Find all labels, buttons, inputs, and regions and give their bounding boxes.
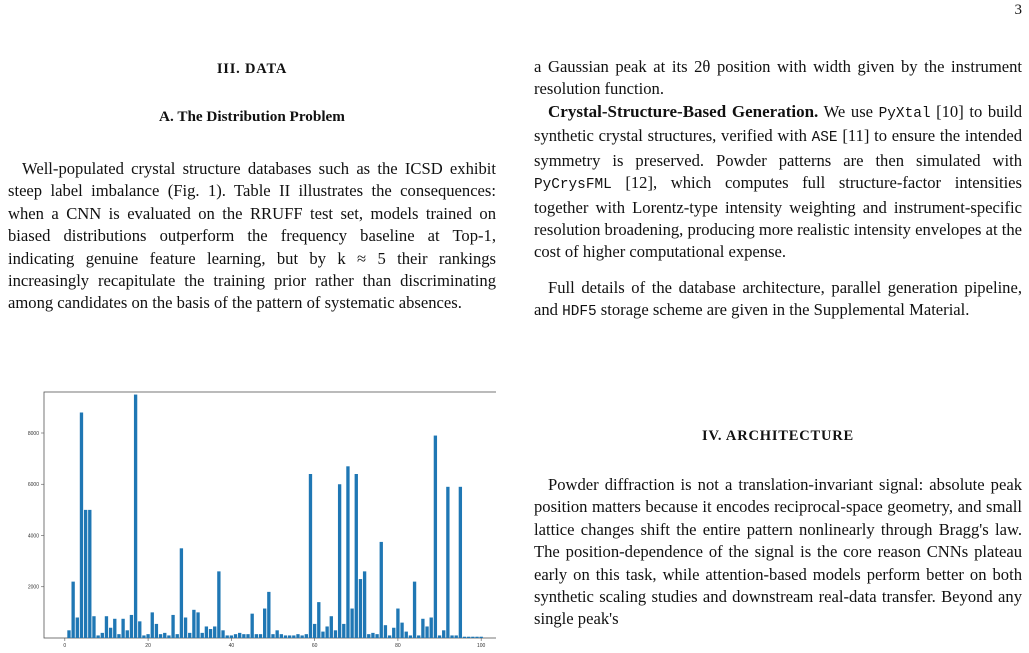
bar	[371, 633, 374, 638]
y-tick-label: 4000	[27, 533, 39, 540]
bar	[459, 487, 462, 638]
bar	[234, 634, 237, 638]
bar	[450, 635, 453, 638]
bar	[309, 474, 312, 638]
y-tick-label: 6000	[27, 482, 39, 489]
bar	[475, 637, 478, 638]
section-heading-architecture: IV. ARCHITECTURE	[702, 428, 854, 444]
bar	[380, 542, 383, 638]
bar	[305, 634, 308, 638]
bar	[434, 436, 437, 638]
bar	[300, 635, 303, 638]
bar	[101, 633, 104, 638]
bar	[117, 634, 120, 638]
bar	[205, 626, 208, 638]
bar	[213, 626, 216, 638]
bar	[76, 618, 79, 639]
bar	[167, 635, 170, 638]
bar	[463, 637, 466, 638]
bar	[209, 629, 212, 638]
x-tick-label: 80	[395, 643, 401, 647]
bar	[413, 582, 416, 638]
text-fragment: Full details of the database architecture, parallel generation pipeline, and	[534, 278, 1022, 320]
bar	[363, 571, 366, 638]
bar	[130, 615, 133, 638]
bar	[467, 637, 470, 638]
bar	[88, 510, 91, 638]
bar	[350, 609, 353, 638]
x-tick-label: 100	[477, 643, 486, 647]
bar	[134, 395, 137, 638]
bar	[446, 487, 449, 638]
paragraph-gaussian-peak: a Gaussian peak at its 2θ position with width given by the instrument resolution function.	[534, 57, 1022, 99]
bar	[230, 635, 233, 638]
bar	[259, 634, 262, 638]
bar	[442, 630, 445, 638]
bar	[284, 635, 287, 638]
bar	[246, 634, 249, 638]
bar	[438, 635, 441, 638]
bar	[321, 632, 324, 638]
text-fragment: [10] to build synthetic crystal structures, verified with	[534, 102, 1022, 146]
y-tick-label: 2000	[27, 584, 39, 591]
x-tick-label: 40	[228, 643, 235, 647]
page-number: 3	[1014, 2, 1022, 18]
bar	[346, 466, 349, 638]
bar	[196, 612, 199, 638]
bar	[92, 616, 95, 638]
bar	[251, 614, 254, 638]
paragraph-crystal-structure-generation	[534, 101, 1022, 264]
paragraph-supplemental	[534, 277, 1022, 324]
bar	[325, 626, 328, 638]
bar	[176, 634, 179, 638]
bar	[121, 619, 124, 638]
text-fragment: We use	[818, 102, 879, 121]
bar	[375, 634, 378, 638]
bar	[392, 628, 395, 638]
bar	[184, 618, 187, 639]
bar	[288, 635, 291, 638]
bar	[384, 625, 387, 638]
bar	[171, 615, 174, 638]
bar	[317, 602, 320, 638]
bar	[109, 628, 112, 638]
code-ase: ASE	[811, 130, 838, 147]
bar	[425, 626, 428, 638]
bar	[105, 616, 108, 638]
bar	[409, 635, 412, 638]
bar	[180, 548, 183, 638]
section-heading-data: III. DATA	[216, 61, 288, 77]
bar	[96, 635, 99, 638]
bar	[142, 635, 145, 638]
bar	[163, 633, 166, 638]
bar	[126, 630, 129, 638]
bar	[296, 634, 299, 638]
subsection-heading-distribution-problem: A. The Distribution Problem	[159, 108, 345, 125]
bar	[480, 637, 483, 638]
text-fragment: [11] to ensure the intended symmetry is preserved. Powder patterns are then simulated with	[534, 126, 1022, 170]
bar	[138, 621, 141, 638]
bar	[201, 633, 204, 638]
bar	[80, 413, 83, 639]
code-pycrysfml: PyCrysFML	[534, 177, 612, 194]
bar	[275, 630, 278, 638]
bar	[67, 630, 70, 638]
bar	[263, 609, 266, 638]
bar	[71, 582, 74, 638]
bar	[342, 624, 345, 638]
bar	[405, 632, 408, 638]
bar	[146, 634, 149, 638]
bar	[221, 630, 224, 638]
bar	[400, 623, 403, 638]
bar	[159, 634, 162, 638]
bar	[217, 571, 220, 638]
bar	[338, 484, 341, 638]
bar	[388, 635, 391, 638]
bar	[271, 634, 274, 638]
x-tick-label: 20	[145, 643, 151, 647]
bar	[367, 634, 370, 638]
figure-1-label-distribution	[8, 390, 496, 647]
bar	[151, 612, 154, 638]
bar	[280, 634, 283, 638]
code-pyxtal: PyXtal	[878, 106, 931, 122]
bar	[255, 634, 258, 638]
bar	[330, 616, 333, 638]
bar	[192, 610, 195, 638]
bar	[242, 634, 245, 638]
bar	[396, 609, 399, 638]
bar-chart	[8, 390, 496, 647]
bar	[267, 592, 270, 638]
paragraph-distribution-problem: Well-populated crystal structure databases such as the ICSD exhibit steep label imbalance (Fig. 1). Table II illustrates the consequences: when a CNN is evaluated on the RRUFF test set, models trained on biased distributions outperform the frequency baseline at Top-1, indicating genuine feature learning, but by k ≈ 5 their rankings increasingly recapitulate the training prior rather than discriminating among candidates on the basis of the pattern of systematic absences.	[8, 159, 496, 313]
paragraph-architecture: Powder diffraction is not a translation-invariant signal: absolute peak position matters because it encodes reciprocal-space geometry, and small lattice changes shift the entire pattern nonlinearly through Bragg's law. The position-dependence of the signal is the core reason CNNs plateau early on this task, while attention-based models perform better on both synthetic scaling studies and downstream real-data transfer. Beyond any single peak's	[534, 475, 1022, 629]
x-tick-label: 60	[311, 643, 318, 647]
run-in-heading: Crystal-Structure-Based Generation.	[548, 102, 819, 121]
bar	[188, 633, 191, 638]
x-tick-label: 0	[63, 643, 67, 647]
bar	[359, 579, 362, 638]
bar	[471, 637, 474, 638]
bar	[113, 619, 116, 638]
bar	[334, 630, 337, 638]
bar	[455, 635, 458, 638]
text-fragment: storage scheme are given in the Supplemental Material.	[596, 300, 970, 320]
bar	[84, 510, 87, 638]
bar	[430, 618, 433, 639]
bar	[417, 635, 420, 638]
bar	[421, 619, 424, 638]
bar	[292, 635, 295, 638]
code-hdf5: HDF5	[562, 304, 597, 321]
text-fragment: [12], which computes full structure-factor intensities together with Lorentz-type intensity weighting and instrument-specific resolution broadening, producing more realistic intensity envelopes at the cost of higher computational expense.	[534, 173, 1023, 262]
y-tick-label: 8000	[27, 430, 39, 437]
bar	[238, 633, 241, 638]
bar	[155, 624, 158, 638]
bar	[226, 635, 229, 638]
bar	[355, 474, 358, 638]
bar	[313, 624, 316, 638]
